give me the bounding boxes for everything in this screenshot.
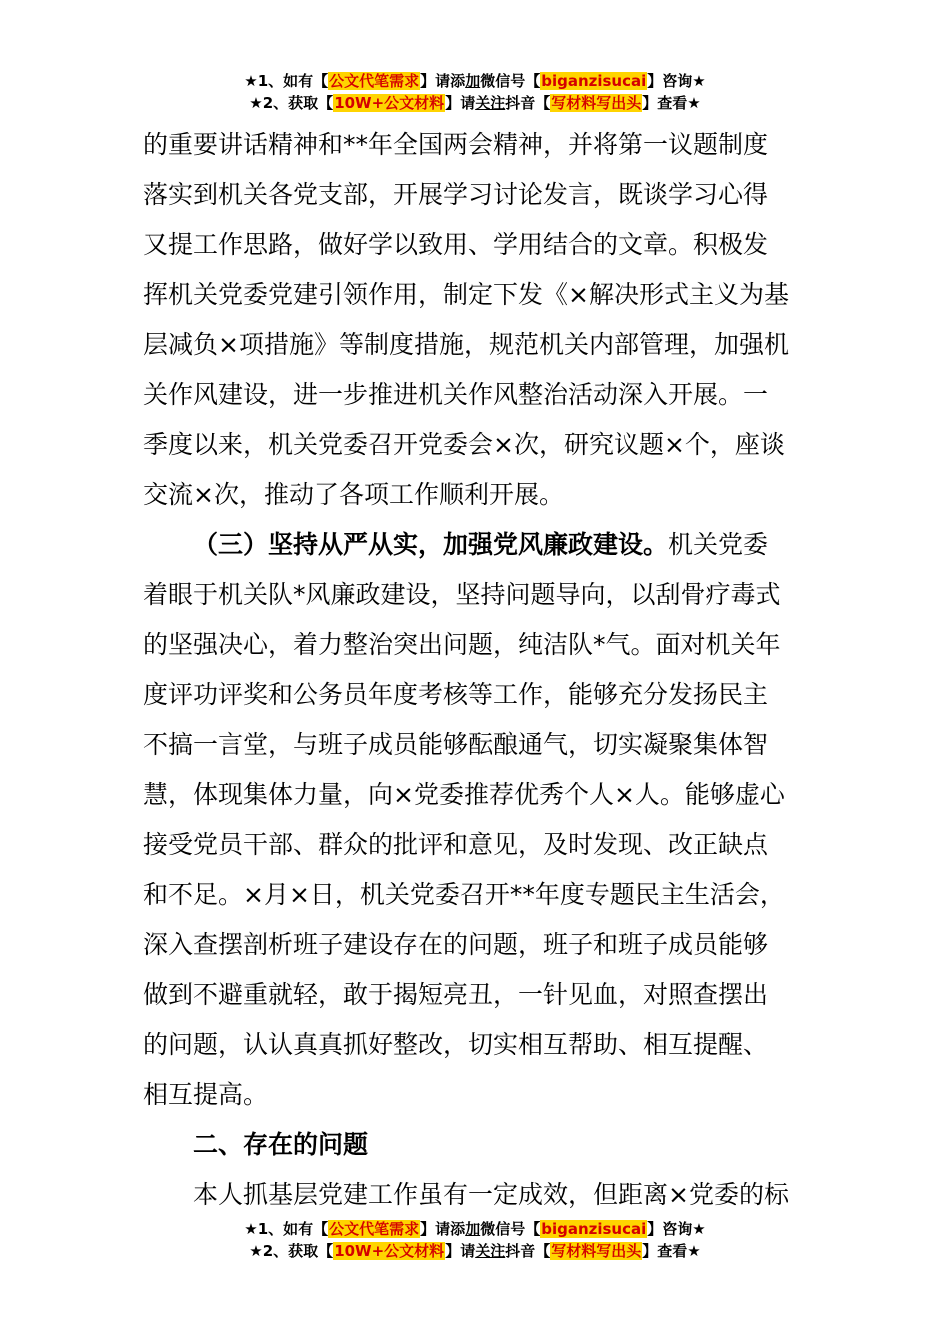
- paragraph-line: 的问题，认认真真抓好整改，切实相互帮助、相互提醒、: [143, 1030, 769, 1059]
- banner-text: ★2、获取【: [249, 1242, 334, 1260]
- banner-text: ★1、如有【: [244, 1220, 329, 1238]
- paragraph-line: 深入查摆剖析班子建设存在的问题，班子和班子成员能够: [143, 930, 769, 959]
- banner-text: 微信号【: [480, 72, 541, 90]
- banner-text: 抖音【: [505, 94, 551, 112]
- banner-text: 】请: [445, 1242, 476, 1260]
- paragraph-line: 的重要讲话精神和**年全国两会精神，并将第一议题制度: [143, 130, 769, 159]
- paragraph-line: 度评功评奖和公务员年度考核等工作，能够充分发扬民主: [143, 680, 769, 709]
- paragraph-line: 着眼于机关队*风廉政建设，坚持问题导向，以刮骨疗毒式: [143, 580, 781, 609]
- banner-text: 抖音【: [505, 1242, 551, 1260]
- banner-text-underlined: 加: [465, 1220, 481, 1238]
- footer-banner: [0, 1218, 950, 1262]
- header-banner: [0, 70, 950, 114]
- banner-line-2: [0, 1240, 950, 1262]
- banner-text: 】请添: [420, 1220, 466, 1238]
- paragraph-line: 挥机关党委党建引领作用，制定下发《×解决形式主义为基: [143, 280, 789, 309]
- paragraph-line: 交流×次，推动了各项工作顺利开展。: [143, 480, 564, 509]
- banner-text: 微信号【: [480, 1220, 541, 1238]
- paragraph-line: 做到不避重就轻，敢于揭短亮丑，一针见血，对照查摆出: [143, 980, 769, 1009]
- paragraph-line: 不搞一言堂，与班子成员能够酝酿通气，切实凝聚集体智: [143, 730, 769, 759]
- paragraph-line: 接受党员干部、群众的批评和意见，及时发现、改正缺点: [143, 830, 769, 859]
- paragraph-line: 本人抓基层党建工作虽有一定成效，但距离×党委的标: [193, 1180, 789, 1209]
- paragraph-line: 又提工作思路，做好学以致用、学用结合的文章。积极发: [143, 230, 769, 259]
- banner-text: ★2、获取【: [249, 94, 334, 112]
- highlight-douyin-account: 写材料写出头: [551, 1242, 642, 1260]
- paragraph-line: 季度以来，机关党委召开党委会×次，研究议题×个，座谈: [143, 430, 785, 459]
- highlight-materials: 10W+公文材料: [334, 1242, 445, 1260]
- paragraph-line: 层减负×项措施》等制度措施，规范机关内部管理，加强机: [143, 330, 789, 359]
- highlight-douyin-account: 写材料写出头: [551, 94, 642, 112]
- banner-text-underlined: 关注: [475, 1242, 506, 1260]
- paragraph-line: 相互提高。: [143, 1080, 269, 1109]
- banner-text: 】咨询★: [647, 1220, 706, 1238]
- section-2-heading: 二、存在的问题: [193, 1130, 369, 1159]
- banner-text: 】查看★: [642, 1242, 701, 1260]
- banner-text-underlined: 关注: [475, 94, 506, 112]
- banner-line-1: [0, 1218, 950, 1240]
- banner-text: 】查看★: [642, 94, 701, 112]
- paragraph-line: 关作风建设，进一步推进机关作风整治活动深入开展。一: [143, 380, 769, 409]
- paragraph-line: 的坚强决心，着力整治突出问题，纯洁队*气。面对机关年: [143, 630, 781, 659]
- section-3-first-line: [143, 520, 823, 570]
- banner-line-1: [0, 70, 950, 92]
- highlight-service: 公文代笔需求: [329, 1220, 420, 1238]
- highlight-wechat-id: biganzisucai: [541, 1220, 647, 1238]
- highlight-materials: 10W+公文材料: [334, 94, 445, 112]
- banner-text: 】请: [445, 94, 476, 112]
- banner-text-underlined: 加: [465, 72, 481, 90]
- paragraph-line: 和不足。×月×日，机关党委召开**年度专题民主生活会，: [143, 880, 785, 909]
- banner-text: ★1、如有【: [244, 72, 329, 90]
- banner-text: 】咨询★: [647, 72, 706, 90]
- paragraph-line: 慧，体现集体力量，向×党委推荐优秀个人×人。能够虚心: [143, 780, 785, 809]
- section-3-heading: （三）坚持从严从实，加强党风廉政建设。: [193, 530, 669, 559]
- paragraph-text: 机关党委: [668, 530, 769, 559]
- document-body: [143, 120, 823, 1220]
- paragraph-line: 落实到机关各党支部，开展学习讨论发言，既谈学习心得: [143, 180, 769, 209]
- banner-text: 】请添: [420, 72, 466, 90]
- banner-line-2: [0, 92, 950, 114]
- highlight-service: 公文代笔需求: [329, 72, 420, 90]
- highlight-wechat-id: biganzisucai: [541, 72, 647, 90]
